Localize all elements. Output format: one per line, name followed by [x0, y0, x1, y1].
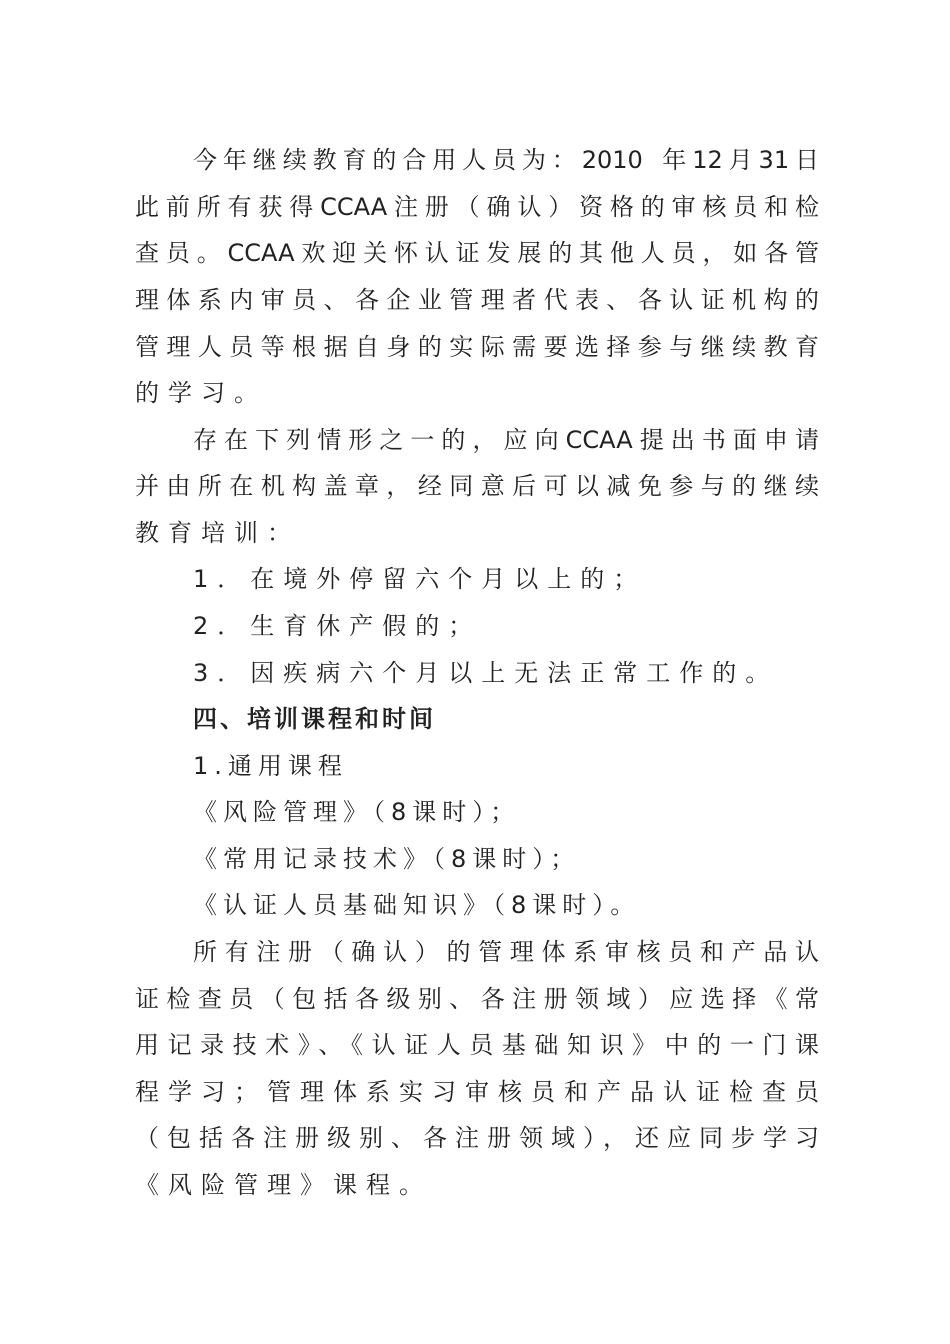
paragraph-3-line-2: 证检查员（包括各级别、各注册领域）应选择《常 [135, 985, 819, 1013]
paragraph-1-line-4: 理体系内审员、各企业管理者代表、各认证机构的 [135, 286, 819, 314]
paragraph-3-line-4: 程学习；管理体系实习审核员和产品认证检查员 [135, 1078, 819, 1106]
paragraph-3-line-1: 所有注册（确认）的管理体系审核员和产品认 [193, 938, 819, 966]
paragraph-3-line-6: 《风险管理》课程。 [135, 1171, 432, 1199]
paragraph-3-line-5: （包括各注册级别、各注册领域），还应同步学习 [135, 1124, 819, 1152]
course-item-2: 《常用记录技术》（8课时）； [193, 845, 581, 873]
paragraph-2-line-1: 存在下列情形之一的，应向CCAA提出书面申请 [193, 426, 819, 454]
paragraph-1-line-5: 管理人员等根据自身的实际需要选择参与继续教育 [135, 333, 819, 361]
paragraph-1-line-6: 的学习。 [135, 379, 267, 407]
section-heading: 四、培训课程和时间 [193, 705, 436, 733]
paragraph-1-line-2: 此前所有获得CCAA注册（确认）资格的审核员和检 [135, 193, 819, 221]
paragraph-3-line-3: 用记录技术》、《认证人员基础知识》中的一门课 [135, 1031, 819, 1059]
paragraph-1-line-3: 查员。CCAA欢迎关怀认证发展的其他人员，如各管 [135, 239, 819, 267]
course-item-1: 《风险管理》（8课时）； [193, 798, 521, 826]
paragraph-1-line-1: 今年继续教育的合用人员为：2010 年12月31日 [193, 146, 819, 174]
subheading: 1.通用课程 [193, 752, 348, 780]
paragraph-2-line-3: 教育培训： [135, 519, 300, 547]
paragraph-2-line-2: 并由所在机构盖章，经同意后可以减免参与的继续 [135, 472, 819, 500]
course-item-3: 《认证人员基础知识》（8课时）。 [193, 891, 641, 919]
exemption-item-1: 1．在境外停留六个月以上的； [193, 565, 647, 593]
exemption-item-3: 3．因疾病六个月以上无法正常工作的。 [193, 659, 779, 687]
exemption-item-2: 2．生育休产假的； [193, 612, 482, 640]
